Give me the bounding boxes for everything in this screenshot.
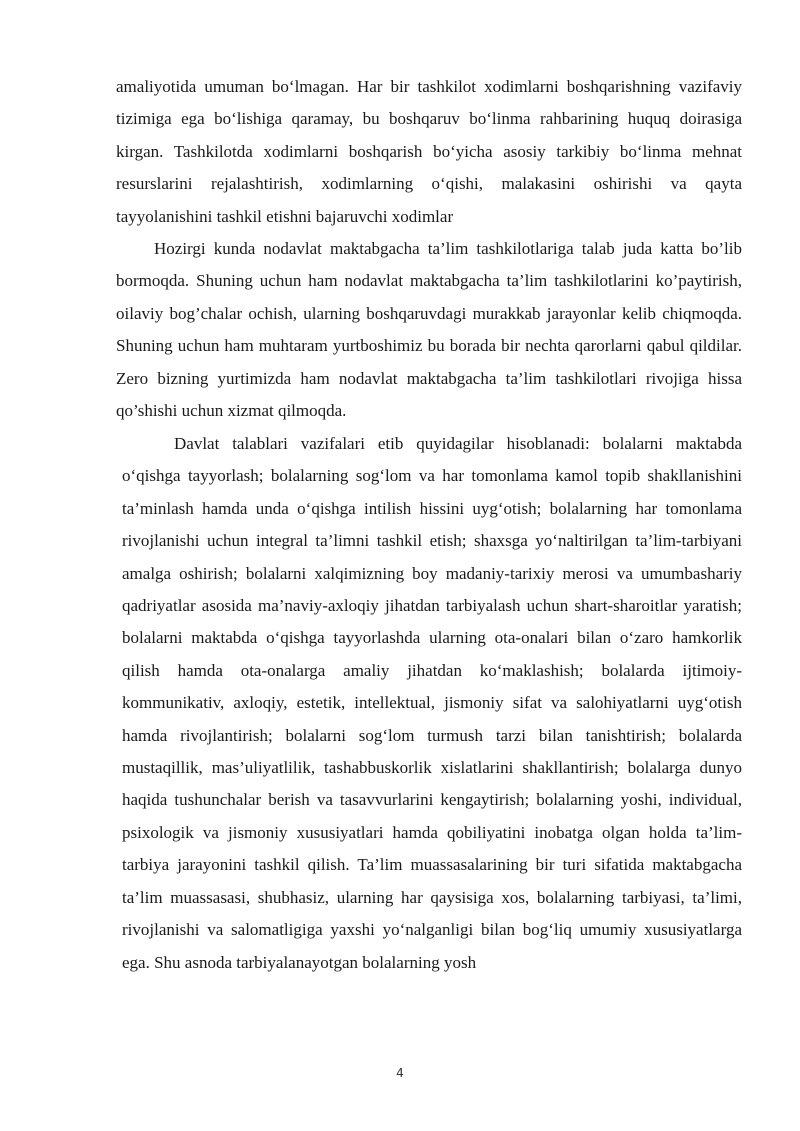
paragraph-staff-management: amaliyotida umuman bo‘lmagan. Har bir tashkilot xodimlarni boshqarishning vazifaviy tizimiga ega bo‘lishiga qaramay, bu boshqaruv bo‘linma rahbarining huquq doirasiga kirgan. Tashkilotda xodimlarni boshqarish bo‘yicha asosiy tarkibiy bo‘linma mehnat resurslarini rejalashtirish, xodimlarning o‘qishi, malakasini oshirishi va qayta tayyolanishini tashkil etishni bajaruvchi xodimlar — [116, 77, 742, 226]
paragraph-non-state-preschool: Hozirgi kunda nodavlat maktabgacha ta’lim tashkilotlariga talab juda katta bo’lib bormoqda. Shuning uchun ham nodavlat maktabgacha ta’lim tashkilotlarini ko’paytirish, oilaviy bog’chalar ochish, ularning boshqaruvdagi murakkab jarayonlar kelib chiqmoqda. Shuning uchun ham muhtaram yurtboshimiz bu borada bir nechta qarorlarni qabul qildilar. Zero bizning yurtimizda ham nodavlat maktabgacha ta’lim tashkilotlari rivojiga hissa qo’shishi uchun xizmat qilmoqda. — [116, 239, 742, 421]
paragraph-state-requirements: Davlat talablari vazifalari etib quyidagilar hisoblanadi: bolalarni maktabda o‘qishga tayyorlash; bolalarning sog‘lom va har tomonlama kamol topib shakllanishini ta’minlash hamda unda o‘qishga intilish hissini uyg‘otish; bolalarning har tomonlama rivojlanishi uchun integral ta’limni tashkil etish; shaxsga yo‘naltirilgan ta’lim-tarbiyani amalga oshirish; bolalarni xalqimizning boy madaniy-tarixiy merosi va umumbashariy qadriyatlar asosida ma’naviy-axloqiy jihatdan tarbiyalash uchun shart-sharoitlar yaratish; bolalarni maktabda o‘qishga tayyorlashda ularning ota-onalari bilan o‘zaro hamkorlik qilish hamda ota-onalarga amaliy jihatdan ko‘maklashish; bolalarda ijtimoiy-kommunikativ, axloqiy, estetik, intellektual, jismoniy sifat va salohiyatlarni uyg‘otish hamda rivojlantirish; bolalarni sog‘lom turmush tarzi bilan tanishtirish; bolalarda mustaqillik, mas’uliyatlilik, tashabbuskorlik xislatlarini shakllantirish; bolalarga dunyo haqida tushunchalar berish va tasavvurlarini kengaytirish; bolalarning yoshi, individual, psixologik va jismoniy xususiyatlari hamda qobiliyatini inobatga olgan holda ta’lim-tarbiya jarayonini tashkil qilish. Ta’lim muassasalarining bir turi sifatida maktabgacha ta’lim muassasasi, shubhasiz, ularning har qaysisiga xos, bolalarning tarbiyasi, ta’limi, rivojlanishi va salomatligiga yaxshi yo‘nalganligi bilan bog‘liq umumiy xususiyatlarga ega. Shu asnoda tarbiyalanayotgan bolalarning yosh — [122, 434, 742, 972]
page-number: 4 — [396, 1066, 404, 1080]
